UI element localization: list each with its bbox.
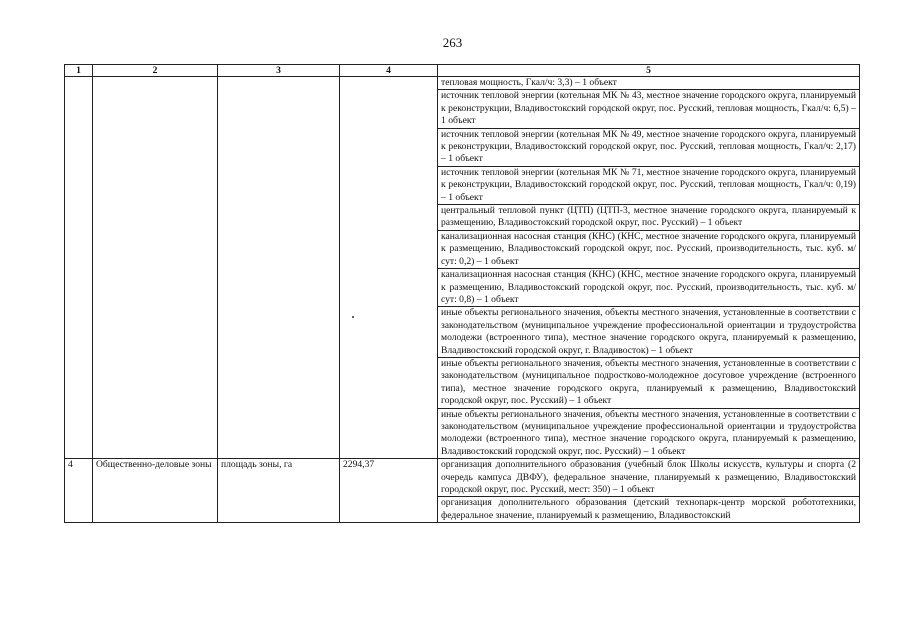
- document-table: [64, 64, 860, 523]
- row-number: [65, 77, 93, 459]
- header-col-5: 5: [438, 65, 860, 77]
- object-description: источник тепловой энергии (котельная МК № 49, местное значение городского округа, планируемый к реконструкции, Владивостокский городской округ, пос. Русский, тепловая мощность, Гкал/ч: 2,17) – 1 объект: [438, 128, 860, 166]
- header-col-4: 4: [340, 65, 438, 77]
- header-col-1: 1: [65, 65, 93, 77]
- object-description: иные объекты регионального значения, объекты местного значения, установленные в соответствии с законодательством (муниципальное учреждение профессиональной ориентации и трудоустройства молодежи (встроенного типа), местное значение городского округа, планируемый к размещению, Владивостокский городской округ, г. Владивосток) – 1 объект: [438, 307, 860, 358]
- parameter-name: площадь зоны, га: [218, 459, 340, 523]
- parameter-name: [218, 77, 340, 459]
- page-number: 263: [442, 35, 463, 50]
- object-description: организация дополнительного образования (детский технопарк-центр морской робототехники, федеральное значение, планируемый к размещению, Владивостокский: [438, 497, 860, 523]
- scan-speck: [352, 316, 354, 318]
- object-description: источник тепловой энергии (котельная МК № 43, местное значение городского округа, планируемый к реконструкции, Владивостокский городской округ, пос. Русский, тепловая мощность, Гкал/ч: 6,5) – 1 объект: [438, 90, 860, 128]
- parameter-value: [340, 77, 438, 459]
- object-description: иные объекты регионального значения, объекты местного значения, установленные в соответствии с законодательством (муниципальное учреждение профессиональной ориентации и трудоустройства молодежи (встроенного типа), местное значение городского округа, планируемый к размещению, Владивостокский городской округ, пос. Русский) – 1 объект: [438, 408, 860, 459]
- object-description: тепловая мощность, Гкал/ч: 3,3) – 1 объект: [438, 77, 860, 90]
- zone-name: Общественно-деловые зоны: [93, 459, 218, 523]
- object-description: иные объекты регионального значения, объекты местного значения, установленные в соответствии с законодательством (муниципальное подростково-молодежное досуговое учреждение (встроенного типа), местное значение городского округа, планируемый к размещению, Владивостокский городской округ, пос. Русский) – 1 объект: [438, 357, 860, 408]
- row-number: 4: [65, 459, 93, 523]
- header-col-3: 3: [218, 65, 340, 77]
- table-row: [65, 459, 860, 497]
- object-description: канализационная насосная станция (КНС) (КНС, местное значение городского округа, планируемый к размещению, Владивостокский городской округ, пос. Русский, производительность, тыс. куб. м/сут: 0,2) – 1 объект: [438, 230, 860, 268]
- object-description: центральный тепловой пункт (ЦТП) (ЦТП-3, местное значение городского округа, планируемый к размещению, Владивостокский городской округ, пос. Русский) – 1 объект: [438, 205, 860, 231]
- object-description: канализационная насосная станция (КНС) (КНС, местное значение городского округа, планируемый к размещению, Владивостокский городской округ, пос. Русский, производительность, тыс. куб. м/сут: 0,8) – 1 объект: [438, 269, 860, 307]
- object-description: источник тепловой энергии (котельная МК № 71, местное значение городского округа, планируемый к реконструкции, Владивостокский городской округ, пос. Русский, тепловая мощность, Гкал/ч: 0,19) – 1 объект: [438, 166, 860, 204]
- parameter-value: 2294,37: [340, 459, 438, 523]
- header-row: [65, 65, 860, 77]
- zone-name: [93, 77, 218, 459]
- table-row: [65, 77, 860, 90]
- header-col-2: 2: [93, 65, 218, 77]
- object-description: организация дополнительного образования (учебный блок Школы искусств, культуры и спорта (2 очередь кампуса ДВФУ), федеральное значение, планируемый к размещению, Владивостокский городской округ, пос. Русский, мест: 350) – 1 объект: [438, 459, 860, 497]
